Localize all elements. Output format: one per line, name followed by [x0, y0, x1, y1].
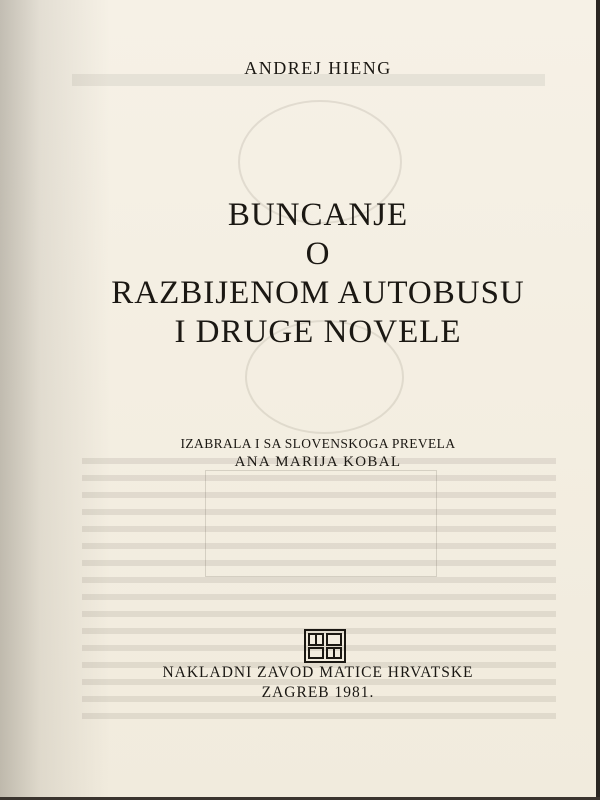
translator-credit: IZABRALA I SA SLOVENSKOGA PREVELA — [180, 436, 456, 451]
page-edge-right — [596, 0, 600, 800]
book-title — [18, 196, 600, 352]
title-line: I DRUGE NOVELE — [174, 314, 462, 350]
translator-name: ANA MARIJA KOBAL — [234, 454, 402, 470]
place-and-year: ZAGREB 1981. — [261, 684, 375, 701]
publisher-name: NAKLADNI ZAVOD MATICE HRVATSKE — [162, 664, 474, 681]
title-line: BUNCANJE — [227, 197, 409, 233]
title-line: RAZBIJENOM AUTOBUSU — [111, 275, 525, 311]
publisher-logo-icon — [304, 629, 346, 663]
title-line: O — [305, 236, 331, 272]
author-name: ANDREJ HIENG — [244, 58, 392, 78]
